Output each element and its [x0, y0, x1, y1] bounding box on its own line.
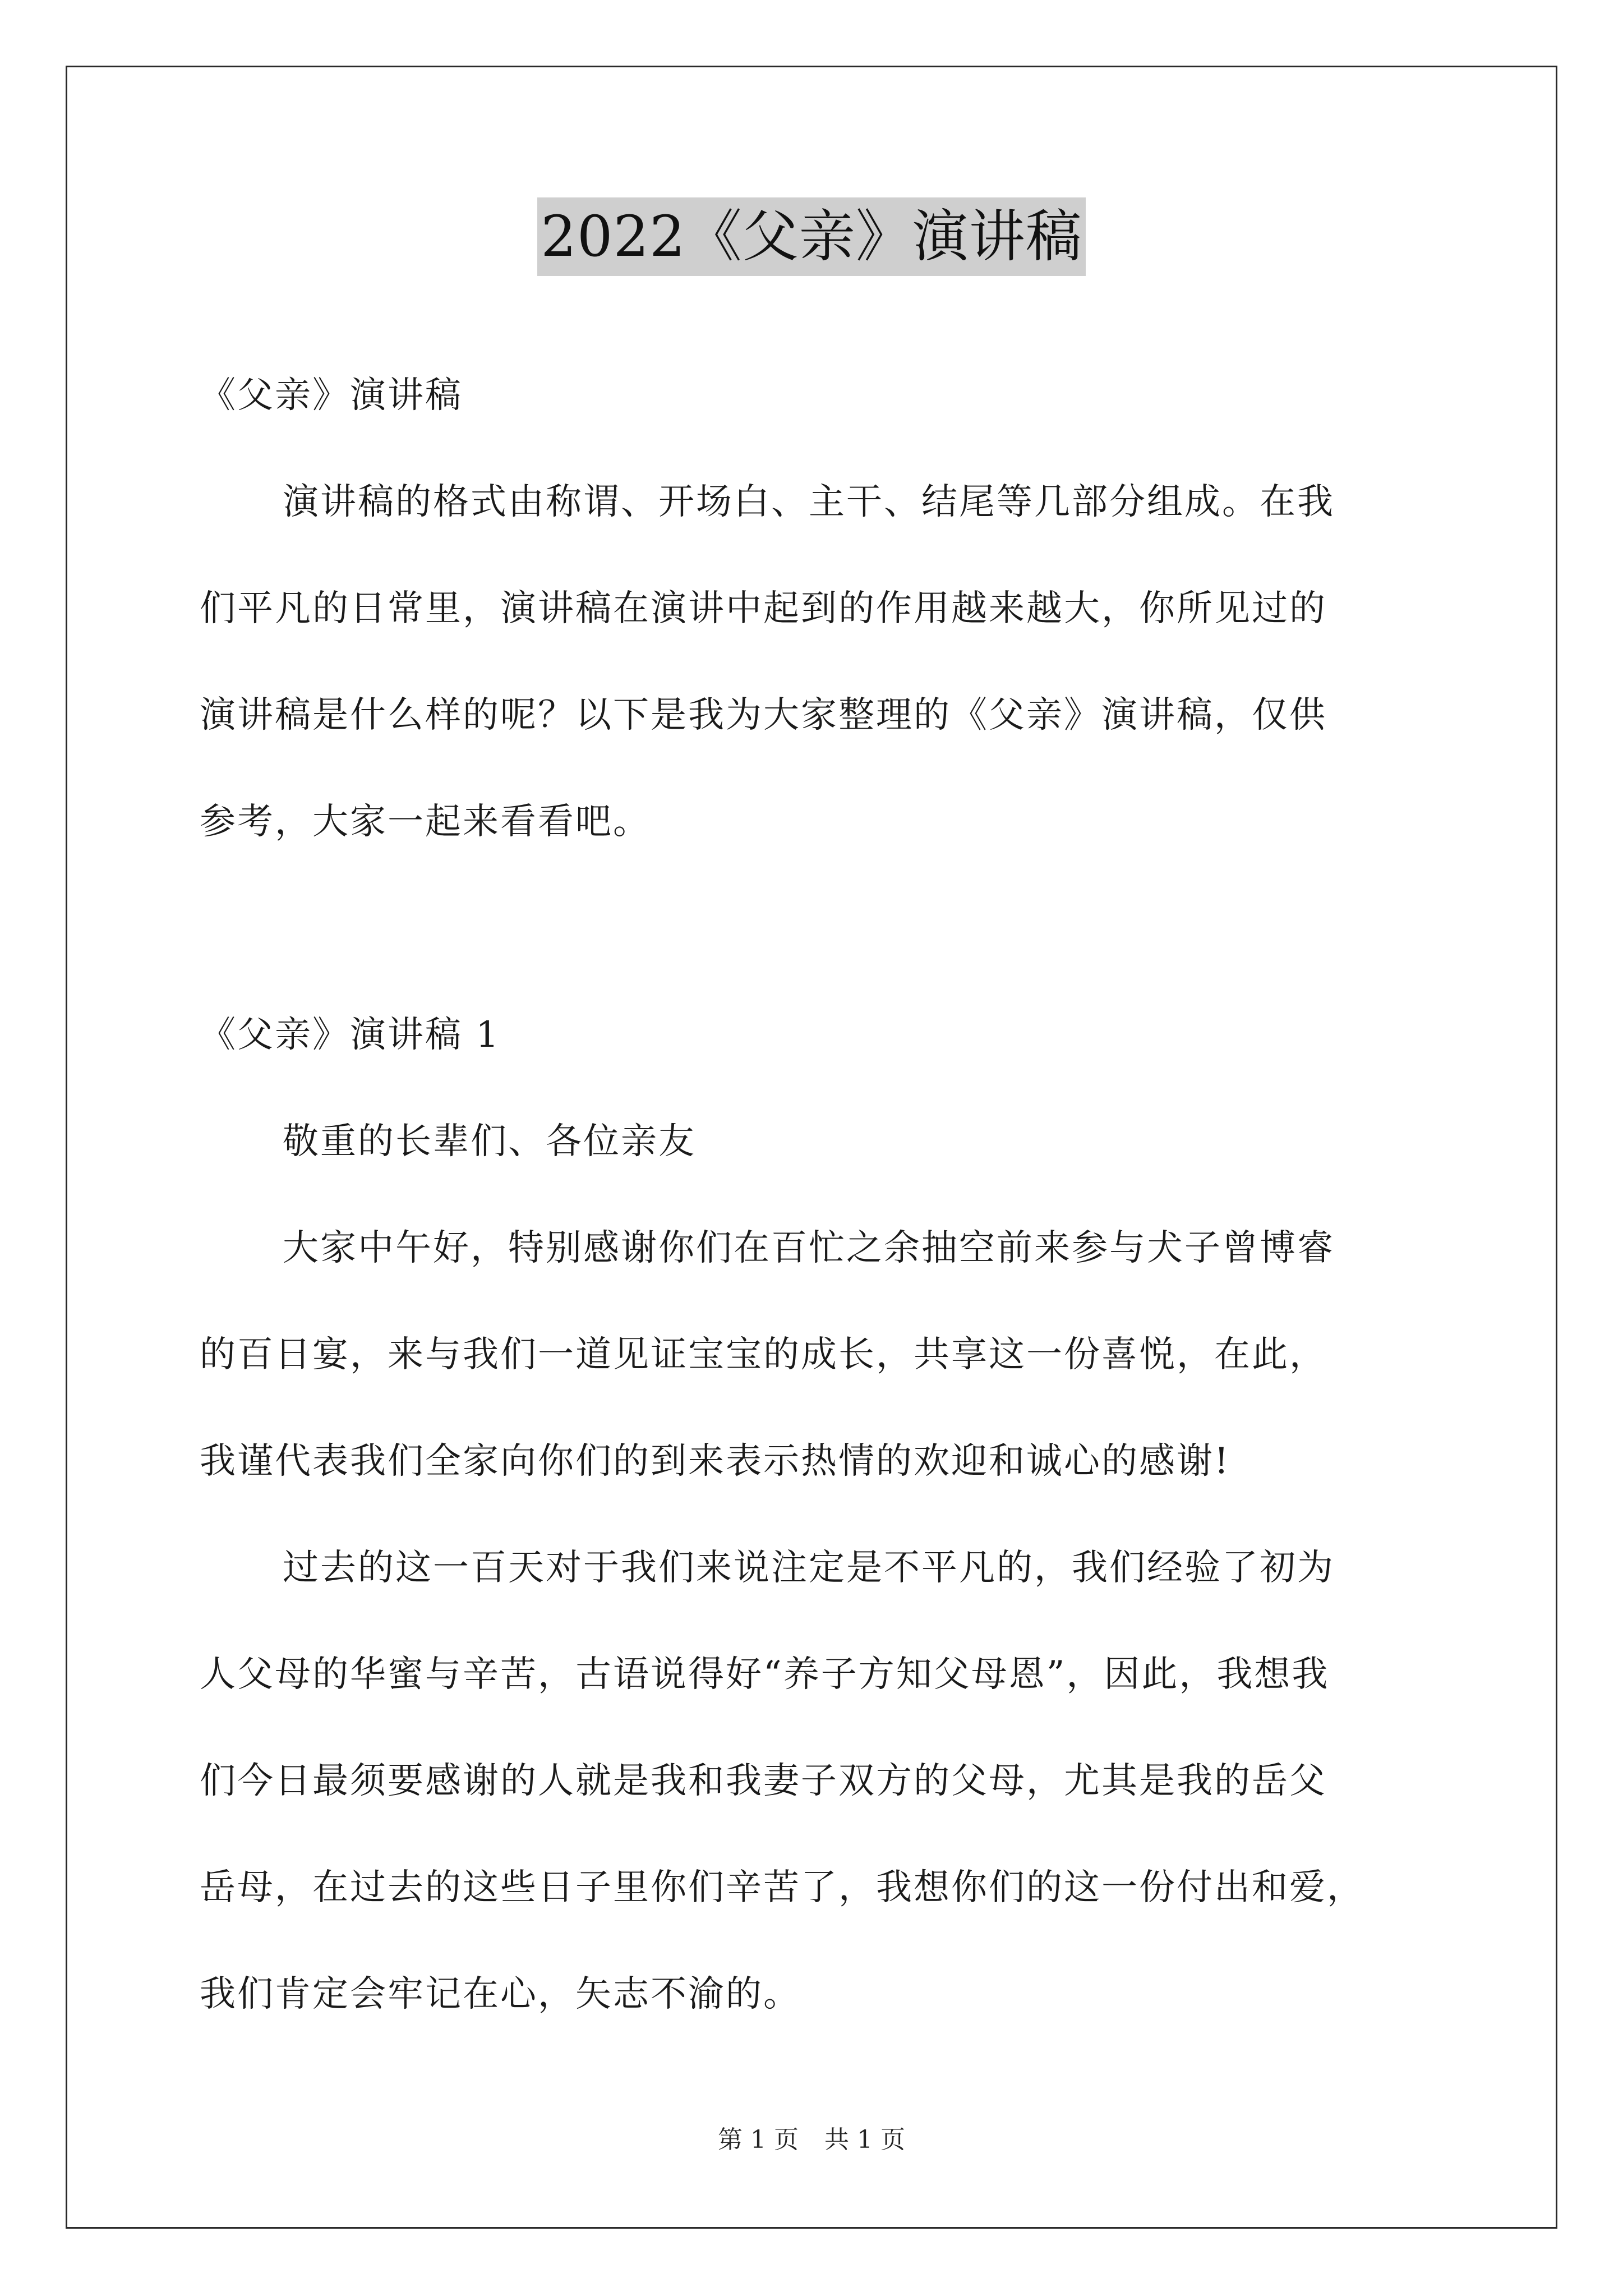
paragraph-line: 岳母，在过去的这些日子里你们辛苦了，我想你们的这一份付出和爱，	[200, 1867, 1364, 1908]
paragraph-line: 们今日最须要感谢的人就是我和我妻子双方的父母，尤其是我的岳父	[200, 1760, 1327, 1802]
intro-heading: 《父亲》演讲稿	[200, 375, 463, 416]
paragraph-line: 演讲稿的格式由称谓、开场白、主干、结尾等几部分组成。在我	[283, 481, 1335, 523]
greeting: 敬重的长辈们、各位亲友	[283, 1121, 696, 1162]
document-body	[200, 342, 1450, 2047]
paragraph-line: 大家中午好，特别感谢你们在百忙之余抽空前来参与犬子曾博睿	[283, 1227, 1335, 1269]
paragraph-line: 演讲稿是什么样的呢？以下是我为大家整理的《父亲》演讲稿，仅供	[200, 694, 1327, 736]
paragraph-line: 过去的这一百天对于我们来说注定是不平凡的，我们经验了初为	[283, 1547, 1335, 1589]
paragraph-2	[200, 1515, 1450, 2047]
paragraph-line: 参考，大家一起来看看吧。	[200, 801, 651, 843]
paragraph-1	[200, 1195, 1450, 1515]
paragraph-line: 我谨代表我们全家向你们的到来表示热情的欢迎和诚心的感谢!	[200, 1441, 1230, 1482]
title-wrap	[0, 197, 1623, 276]
spacer	[200, 875, 1450, 982]
paragraph-line: 我们肯定会牢记在心，矢志不渝的。	[200, 1973, 801, 2015]
page-total: 共 1 页	[824, 2125, 905, 2154]
paragraph-line: 们平凡的日常里，演讲稿在演讲中起到的作用越来越大，你所见过的	[200, 588, 1327, 629]
page-footer	[0, 2123, 1623, 2157]
section-heading: 《父亲》演讲稿 1	[200, 1014, 501, 1056]
intro-paragraph	[200, 449, 1450, 875]
page-number: 第 1 页	[718, 2125, 799, 2154]
document-title: 2022《父亲》演讲稿	[537, 197, 1086, 276]
paragraph-line: 的百日宴，来与我们一道见证宝宝的成长，共享这一份喜悦，在此，	[200, 1334, 1327, 1375]
paragraph-line: 人父母的华蜜与辛苦，古语说得好“养子方知父母恩”，因此，我想我	[200, 1654, 1330, 1695]
